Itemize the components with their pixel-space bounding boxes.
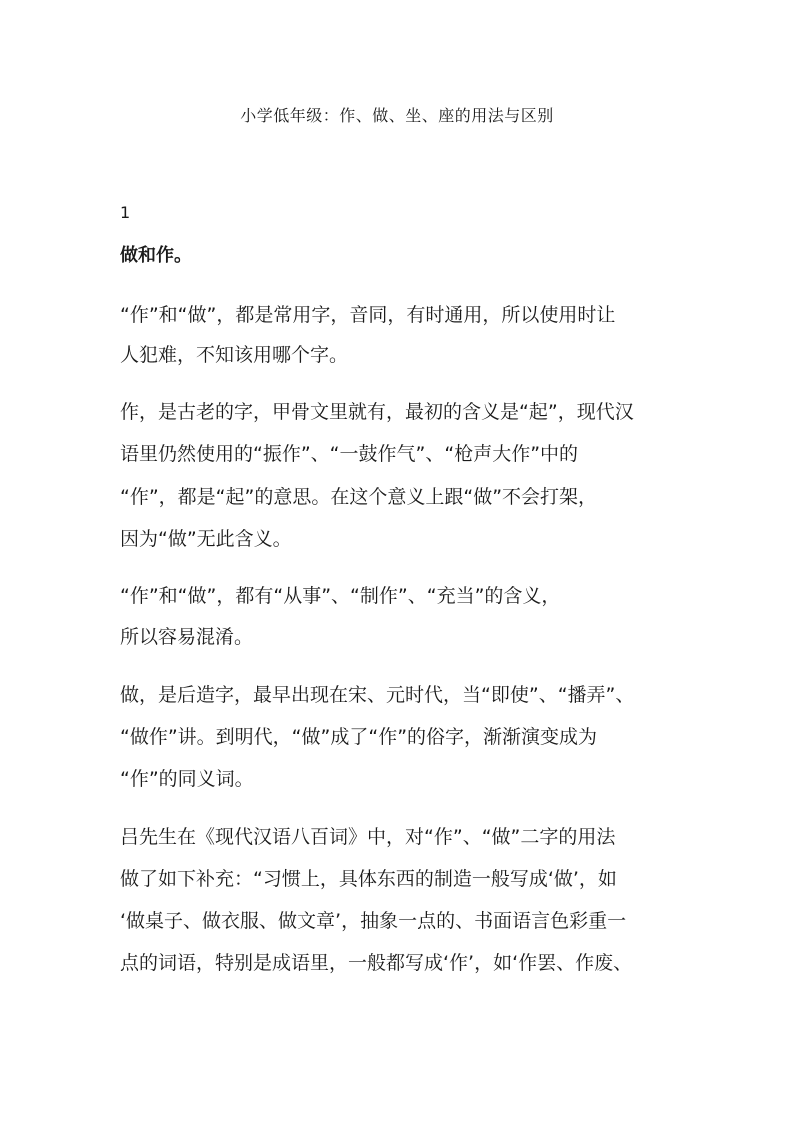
paragraph-5-line-3: ‘做桌子、做衣服、做文章’，抽象一点的、书面语言色彩重一 [120,910,627,932]
paragraph-3-line-2: 所以容易混淆。 [120,626,254,648]
paragraph-4-line-2: “做作”讲。到明代，“做”成了“作”的俗字，渐渐演变成为 [120,726,598,748]
document-title: 小学低年级：作、做、坐、座的用法与区别 [240,106,554,125]
paragraph-2-line-2: 语里仍然使用的“振作”、“一鼓作气”、“枪声大作”中的 [120,443,579,465]
paragraph-3-line-1: “作”和“做”，都有“从事”、“制作”、“充当”的含义， [120,585,561,607]
paragraph-2-line-4: 因为“做”无此含义。 [120,528,292,550]
paragraph-2-line-3: “作”，都是“起”的意思。在这个意义上跟“做”不会打架， [120,486,598,508]
section-heading: 做和作。 [120,245,192,266]
section-number: 1 [120,203,131,222]
paragraph-1-line-2: 人犯难，不知该用哪个字。 [120,344,349,366]
paragraph-2-line-1: 作，是古老的字，甲骨文里就有，最初的含义是“起”，现代汉 [120,401,634,423]
paragraph-5-line-1: 吕先生在《现代汉语八百词》中，对“作”、“做”二字的用法 [120,826,616,848]
paragraph-5-line-4: 点的词语，特别是成语里，一般都写成‘作’，如‘作罢、作废、 [120,952,633,974]
paragraph-5-line-2: 做了如下补充：“习惯上，具体东西的制造一般写成‘做’，如 [120,868,617,890]
paragraph-4-line-1: 做，是后造字，最早出现在宋、元时代，当“即使”、“播弄”、 [120,684,635,706]
paragraph-4-line-3: “作”的同义词。 [120,768,254,790]
paragraph-1-line-1: “作”和“做”，都是常用字，音同，有时通用，所以使用时让 [120,304,616,326]
